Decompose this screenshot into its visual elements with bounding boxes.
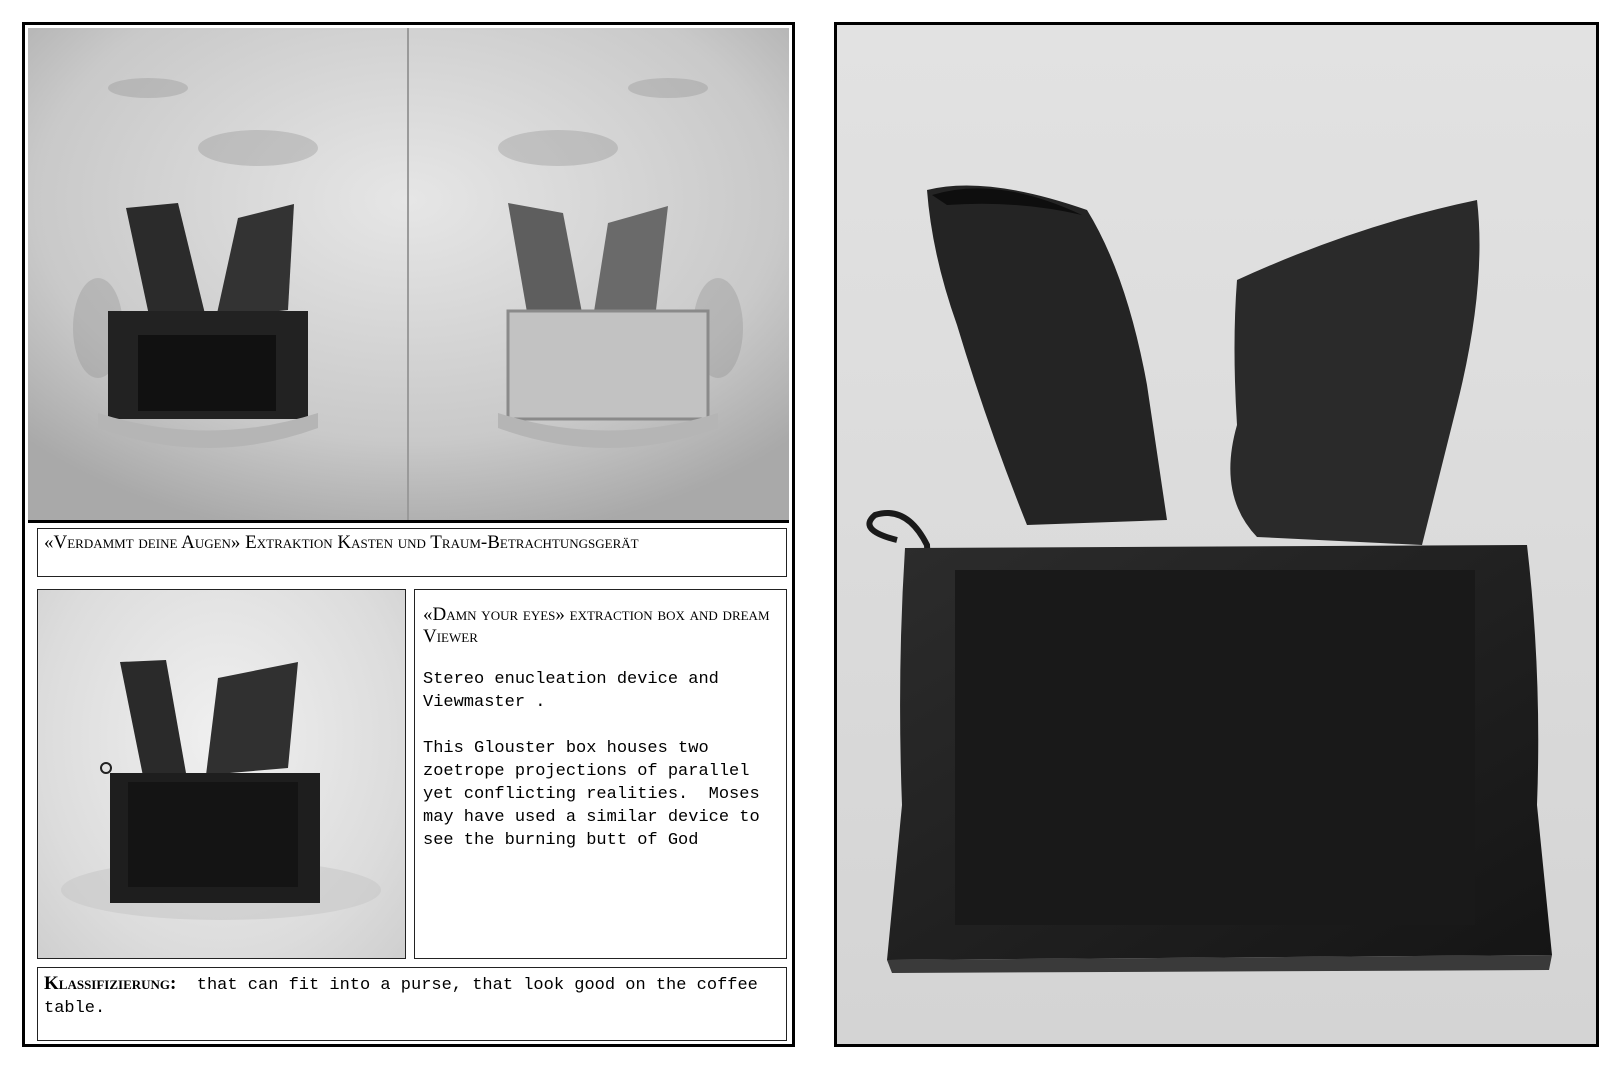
classification-label: Klassifizierung: xyxy=(44,973,177,994)
small-object-photo xyxy=(37,589,406,959)
classification-text: that can fit into a purse, that look good on the coffee table. xyxy=(44,976,769,1018)
description-paragraph-1: Stereo enucleation device and Viewmaster . xyxy=(423,670,730,712)
description-paragraph-2: This Glouster box houses two zoetrope projections of parallel yet conflicting realities. Moses may have used a similar device to see the burning butt of God xyxy=(423,739,770,850)
info-card xyxy=(22,22,795,1047)
mirrored-photo xyxy=(28,28,789,523)
german-title: «Verdammt deine Augen» Extraktion Kasten und Traum-Betrachtungsgerät xyxy=(44,532,639,553)
classification-box xyxy=(37,967,787,1041)
large-object-photo xyxy=(837,25,1596,1044)
left-tube xyxy=(927,186,1167,526)
english-description-box xyxy=(414,589,787,959)
large-photo-frame xyxy=(834,22,1599,1047)
english-title: «Damn your eyes» extraction box and dream Viewer xyxy=(423,604,770,647)
german-title-box xyxy=(37,528,787,577)
right-tube xyxy=(1230,200,1479,545)
